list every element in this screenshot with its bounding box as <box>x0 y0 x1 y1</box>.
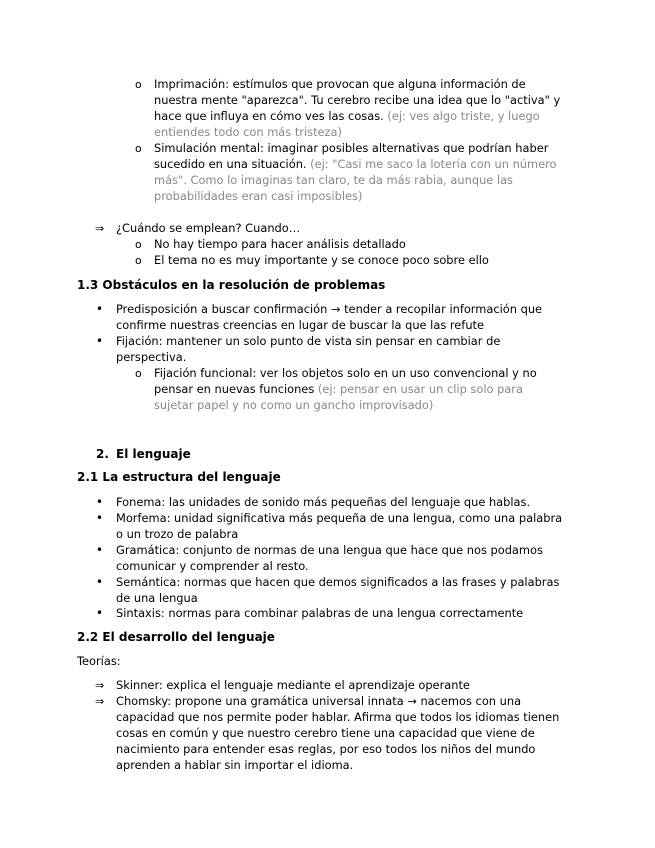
dot-bullet: • <box>96 511 104 525</box>
semantica-line-1: Semántica: normas que hacen que demos significados a las frases y palabras <box>116 575 560 589</box>
fijacion-funcional-line-1: Fijación funcional: ver los objetos solo en un uso convencional y no <box>154 366 537 380</box>
sub-bullet: o <box>135 238 142 251</box>
fijacion-funcional-line-3: sujetar papel y no como un gancho improvisado) <box>154 398 434 412</box>
sintaxis-line: Sintaxis: normas para combinar palabras de una lengua correctamente <box>116 606 524 620</box>
fijacion-line-2: perspectiva. <box>116 350 187 364</box>
chomsky-line-2: capacidad que nos permite poder hablar. Afirma que todos los idiomas tienen <box>116 710 560 724</box>
fijacion-line-1: Fijación: mantener un solo punto de vista sin pensar en cambiar de <box>116 334 501 348</box>
dot-bullet: • <box>96 543 104 557</box>
fijacion-funcional-line-2 <box>154 381 523 397</box>
dot-bullet: • <box>96 606 104 620</box>
chomsky-line-4: nacimiento para entender esas reglas, por eso todos los niños del mundo <box>116 742 536 756</box>
heading-1-3: 1.3 Obstáculos en la resolución de problemas <box>77 278 386 292</box>
teorias-label: Teorías: <box>77 654 121 668</box>
imprimacion-line-2: nuestra mente "aparezca". Tu cerebro recibe una idea que lo "activa" y <box>154 93 561 107</box>
dot-bullet: • <box>96 575 104 589</box>
imprimacion-text: hace que influya en cómo ves las cosas. <box>154 109 384 123</box>
arrow-bullet: ⇒ <box>95 695 105 708</box>
chomsky-line-5: aprenden a hablar sin importar el idioma. <box>116 758 354 772</box>
arrow-bullet: ⇒ <box>95 679 105 692</box>
cuando-item-1: No hay tiempo para hacer análisis detallado <box>154 237 406 251</box>
skinner-line: Skinner: explica el lenguaje mediante el aprendizaje operante <box>116 678 470 692</box>
simulacion-text: sucedido en una situación. <box>154 157 307 171</box>
simulacion-line-2 <box>154 156 557 172</box>
simulacion-line-4: probabilidades eran casi imposibles) <box>154 189 363 203</box>
imprimacion-line-3 <box>154 108 540 124</box>
imprimacion-line-4: entiendes todo con más tristeza) <box>154 125 342 139</box>
imprimacion-example: (ej: ves algo triste, y luego <box>387 109 540 123</box>
dot-bullet: • <box>96 302 104 316</box>
gramatica-line-2: comunicar y comprender al resto. <box>116 559 309 573</box>
chomsky-line-1: Chomsky: propone una gramática universal innata → nacemos con una <box>116 694 522 708</box>
fonema-line: Fonema: las unidades de sonido más pequeñas del lenguaje que hablas. <box>116 495 531 509</box>
sub-bullet: o <box>135 254 142 267</box>
sub-bullet: o <box>135 78 142 91</box>
chomsky-line-3: cosas en común y que nuestro cerebro tiene una capacidad que viene de <box>116 726 535 740</box>
predisposicion-line-1: Predisposición a buscar confirmación → tender a recopilar información que <box>116 302 543 316</box>
arrow-bullet: ⇒ <box>95 222 105 235</box>
dot-bullet: • <box>96 334 104 348</box>
heading-2-2: 2.2 El desarrollo del lenguaje <box>77 630 275 644</box>
gramatica-line-1: Gramática: conjunto de normas de una lengua que hace que nos podamos <box>116 543 543 557</box>
sub-bullet: o <box>135 367 142 380</box>
semantica-line-2: de una lengua <box>116 591 198 605</box>
heading-2: El lenguaje <box>116 447 191 461</box>
cuando-question: ¿Cuándo se emplean? Cuando… <box>116 221 301 235</box>
fijacion-funcional-text: pensar en nuevas funciones <box>154 382 315 396</box>
fijacion-funcional-example: (ej: pensar en usar un clip solo para <box>317 382 523 396</box>
simulacion-example: (ej: "Casi me saco la lotería con un número <box>310 157 557 171</box>
simulacion-line-1: Simulación mental: imaginar posibles alternativas que podrían haber <box>154 141 549 155</box>
imprimacion-line-1: Imprimación: estímulos que provocan que alguna información de <box>154 77 526 91</box>
heading-2-1: 2.1 La estructura del lenguaje <box>77 470 281 484</box>
cuando-item-2: El tema no es muy importante y se conoce poco sobre ello <box>154 253 489 267</box>
dot-bullet: • <box>96 495 104 509</box>
heading-2-number: 2. <box>96 447 109 461</box>
predisposicion-line-2: confirme nuestras creencias en lugar de buscar la que las refute <box>116 318 485 332</box>
morfema-line-2: o un trozo de palabra <box>116 527 239 541</box>
simulacion-line-3: más". Como lo imaginas tan claro, te da más rabia, aunque las <box>154 173 513 187</box>
sub-bullet: o <box>135 142 142 155</box>
morfema-line-1: Morfema: unidad significativa más pequeña de una lengua, como una palabra <box>116 511 563 525</box>
